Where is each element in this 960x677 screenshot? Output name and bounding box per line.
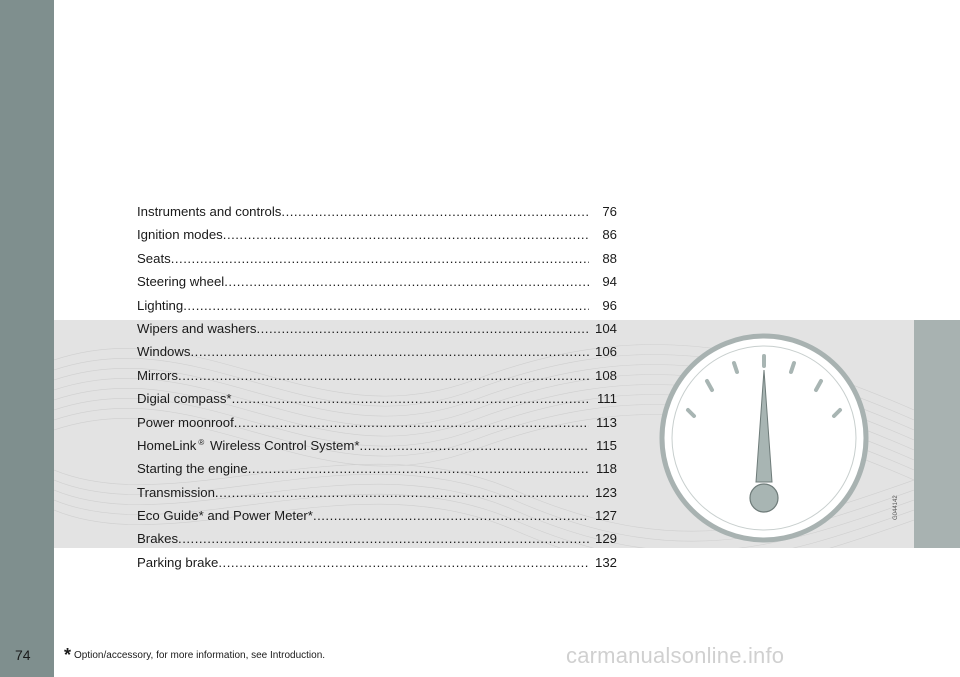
toc-entry[interactable] — [137, 527, 617, 550]
toc-leader-dots — [234, 411, 589, 434]
toc-leader-dots — [281, 200, 589, 223]
toc-entry[interactable] — [137, 457, 617, 480]
toc-entry-title: Seats — [137, 250, 171, 266]
toc-entry-title: Power moonroof — [137, 414, 234, 430]
toc-entry[interactable] — [137, 504, 617, 527]
toc-entry[interactable] — [137, 247, 617, 270]
toc-entry[interactable] — [137, 387, 617, 410]
toc-entry-title: Mirrors — [137, 367, 179, 383]
toc-entry-page: 129 — [594, 531, 617, 547]
toc-entry[interactable] — [137, 551, 617, 574]
toc-leader-dots — [218, 551, 589, 574]
toc-entry-title: Steering wheel — [137, 274, 225, 290]
toc-entry-page: 113 — [595, 414, 617, 430]
toc-leader-dots — [223, 223, 589, 246]
toc-entry[interactable] — [137, 481, 617, 504]
toc-leader-dots — [178, 527, 589, 550]
chapter-tab — [914, 320, 960, 548]
toc-leader-dots — [224, 270, 589, 293]
toc-entry-page: 96 — [602, 297, 617, 313]
toc-entry-page: 106 — [594, 344, 617, 360]
toc-leader-dots — [359, 434, 589, 457]
toc-entry[interactable] — [137, 411, 617, 434]
toc-entry-title: Lighting — [137, 297, 184, 313]
toc-entry-page: 115 — [595, 437, 617, 453]
toc-entry[interactable] — [137, 223, 617, 246]
toc-entry-title — [137, 434, 359, 457]
toc-entry-title: Ignition modes — [137, 227, 223, 243]
toc-entry[interactable] — [137, 270, 617, 293]
footnote-text: Option/accessory, for more information, see Introduction. — [74, 650, 326, 661]
toc-leader-dots — [183, 294, 589, 317]
toc-entry[interactable] — [137, 317, 617, 340]
toc-leader-dots — [248, 457, 589, 480]
page-number: 74 — [15, 647, 31, 663]
toc-entry[interactable] — [137, 434, 617, 457]
chapter-side-bar — [0, 0, 54, 677]
toc-entry-page: 86 — [602, 227, 617, 243]
toc-entry-title-part: Wireless Control System* — [209, 437, 360, 453]
toc-leader-dots — [256, 317, 589, 340]
table-of-contents — [137, 200, 617, 574]
toc-entry[interactable] — [137, 364, 617, 387]
toc-entry-page: 88 — [602, 250, 617, 266]
watermark: carmanualsonline.info — [566, 643, 785, 668]
toc-entry-page: 94 — [602, 274, 617, 290]
toc-entry[interactable] — [137, 340, 617, 363]
registered-mark: ® — [198, 437, 205, 447]
toc-entry[interactable] — [137, 200, 617, 223]
toc-entry-title: Starting the engine — [137, 461, 248, 477]
toc-entry-page: 76 — [602, 204, 617, 219]
toc-entry[interactable] — [137, 294, 617, 317]
toc-entry-title: Instruments and controls — [137, 204, 282, 219]
footnote — [64, 645, 326, 665]
toc-entry-page: 127 — [594, 508, 617, 524]
toc-leader-dots — [191, 340, 590, 363]
toc-entry-page: 104 — [594, 320, 617, 336]
toc-leader-dots — [178, 364, 589, 387]
toc-entry-title: Digial compass* — [137, 391, 232, 407]
toc-entry-page: 132 — [594, 554, 617, 570]
toc-leader-dots — [215, 481, 589, 504]
toc-entry-page: 108 — [594, 367, 617, 383]
toc-entry-title: Wipers and washers — [137, 320, 257, 336]
toc-entry-title: Windows — [137, 344, 191, 360]
toc-leader-dots — [171, 247, 589, 270]
toc-entry-title: Parking brake — [137, 554, 219, 570]
toc-entry-title: Transmission — [137, 484, 215, 500]
toc-leader-dots — [232, 387, 589, 410]
toc-entry-page: 118 — [595, 461, 617, 477]
toc-leader-dots — [313, 504, 589, 527]
figure-code: G044142 — [893, 495, 899, 520]
gauge-icon — [658, 332, 870, 544]
toc-entry-title: Eco Guide* and Power Meter* — [137, 508, 313, 524]
toc-entry-title: Brakes — [137, 531, 179, 547]
asterisk-icon: * — [64, 645, 72, 665]
toc-entry-title-part: HomeLink — [137, 437, 197, 453]
toc-entry-page: 111 — [596, 391, 617, 407]
toc-entry-page: 123 — [594, 484, 617, 500]
